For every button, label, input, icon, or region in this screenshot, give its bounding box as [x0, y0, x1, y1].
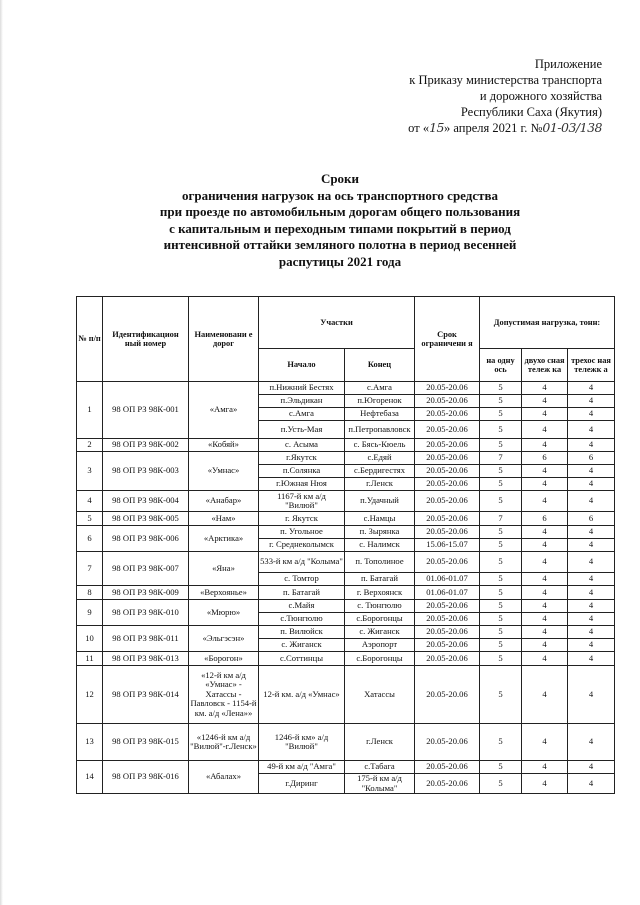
- row-number: 5: [77, 512, 103, 526]
- section-start: г.Южная Нюя: [259, 478, 345, 491]
- section-end: с. Налимск: [345, 539, 415, 552]
- load-single-axle: 5: [480, 478, 522, 491]
- load-triple-bogie: 4: [568, 774, 615, 794]
- road-name: «Мюрю»: [189, 600, 259, 626]
- section-end: п.Югоренок: [345, 395, 415, 408]
- load-double-bogie: 4: [522, 626, 568, 639]
- restriction-term: 20.05-20.06: [415, 600, 480, 613]
- load-double-bogie: 4: [522, 639, 568, 652]
- table-row: [77, 652, 615, 666]
- section-start: 533-й км а/д "Колыма": [259, 552, 345, 573]
- section-start: г.Якутск: [259, 452, 345, 465]
- section-end: с.Бердигестях: [345, 465, 415, 478]
- load-single-axle: 5: [480, 626, 522, 639]
- row-number: 12: [77, 666, 103, 724]
- section-end: с. Жиганск: [345, 626, 415, 639]
- table-row: [77, 526, 615, 539]
- restriction-term: 20.05-20.06: [415, 478, 480, 491]
- load-single-axle: 7: [480, 512, 522, 526]
- section-end: с. Бясь-Кюель: [345, 439, 415, 452]
- section-start: г. Якутск: [259, 512, 345, 526]
- road-name: «Эльгэсэн»: [189, 626, 259, 652]
- road-name: «Анабар»: [189, 491, 259, 512]
- restriction-term: 20.05-20.06: [415, 395, 480, 408]
- appendix-line: Приложение: [534, 57, 602, 71]
- table-row: [77, 666, 615, 724]
- road-name: «Умнас»: [189, 452, 259, 491]
- document-title: [100, 171, 580, 270]
- load-double-bogie: 4: [522, 465, 568, 478]
- appendix-line: Республики Саха (Якутия): [460, 105, 602, 119]
- road-name: «Яна»: [189, 552, 259, 586]
- road-name: «Абалах»: [189, 761, 259, 794]
- header-term: Срок ограничени я: [415, 297, 480, 382]
- load-double-bogie: 4: [522, 408, 568, 421]
- table-row: [77, 724, 615, 761]
- title-line: ограничения нагрузок на ось транспортного средства: [181, 187, 499, 203]
- header-start: Начало: [259, 349, 345, 382]
- restriction-term: 20.05-20.06: [415, 439, 480, 452]
- load-triple-bogie: 4: [568, 600, 615, 613]
- load-single-axle: 5: [480, 613, 522, 626]
- section-end: г.Ленск: [345, 478, 415, 491]
- restriction-term: 20.05-20.06: [415, 626, 480, 639]
- road-id: 98 ОП РЗ 98К-004: [103, 491, 189, 512]
- restriction-term: 20.05-20.06: [415, 552, 480, 573]
- restriction-term: 01.06-01.07: [415, 573, 480, 586]
- appendix-line: и дорожного хозяйства: [479, 89, 602, 103]
- section-start: с. Томтор: [259, 573, 345, 586]
- table-row: [77, 552, 615, 573]
- row-number: 14: [77, 761, 103, 794]
- restriction-term: 20.05-20.06: [415, 774, 480, 794]
- header-end: Конец: [345, 349, 415, 382]
- table-row: [77, 439, 615, 452]
- section-start: с.Амга: [259, 408, 345, 421]
- load-single-axle: 5: [480, 774, 522, 794]
- load-single-axle: 5: [480, 666, 522, 724]
- section-end: п.Петропавловск: [345, 421, 415, 439]
- load-single-axle: 5: [480, 395, 522, 408]
- road-name: «Борогон»: [189, 652, 259, 666]
- section-end: с.Борогонцы: [345, 613, 415, 626]
- restriction-term: 20.05-20.06: [415, 526, 480, 539]
- header-road-name: Наименовани е дорог: [189, 297, 259, 382]
- section-start: с. Жиганск: [259, 639, 345, 652]
- load-triple-bogie: 4: [568, 613, 615, 626]
- section-start: п. Батагай: [259, 586, 345, 600]
- load-triple-bogie: 4: [568, 478, 615, 491]
- load-single-axle: 5: [480, 600, 522, 613]
- road-name: «Амга»: [189, 382, 259, 439]
- header-single-axle: на одну ось: [480, 349, 522, 382]
- load-single-axle: 5: [480, 408, 522, 421]
- row-number: 2: [77, 439, 103, 452]
- restriction-term: 20.05-20.06: [415, 724, 480, 761]
- table-row: [77, 512, 615, 526]
- row-number: 6: [77, 526, 103, 552]
- section-start: п. Вилюйск: [259, 626, 345, 639]
- section-start: 12-й км. а/д «Умнас»: [259, 666, 345, 724]
- header-sections: Участки: [259, 297, 415, 349]
- restriction-term: 20.05-20.06: [415, 465, 480, 478]
- section-start: 1246-й км» а/д "Вилюй": [259, 724, 345, 761]
- title-line: распутицы 2021 года: [278, 253, 402, 269]
- load-triple-bogie: 6: [568, 452, 615, 465]
- section-end: п. Зырянка: [345, 526, 415, 539]
- row-number: 7: [77, 552, 103, 586]
- road-id: 98 ОП РЗ 98К-006: [103, 526, 189, 552]
- section-start: с.Майя: [259, 600, 345, 613]
- load-triple-bogie: 4: [568, 652, 615, 666]
- load-single-axle: 5: [480, 552, 522, 573]
- load-triple-bogie: 4: [568, 395, 615, 408]
- table-row: [77, 382, 615, 395]
- load-double-bogie: 4: [522, 774, 568, 794]
- load-double-bogie: 4: [522, 421, 568, 439]
- load-double-bogie: 4: [522, 573, 568, 586]
- header-load: Допустимая нагрузка, тонн:: [480, 297, 615, 349]
- load-single-axle: 5: [480, 586, 522, 600]
- section-end: Хатассы: [345, 666, 415, 724]
- table-row: [77, 452, 615, 465]
- load-triple-bogie: 4: [568, 421, 615, 439]
- row-number: 11: [77, 652, 103, 666]
- load-double-bogie: 4: [522, 652, 568, 666]
- section-start: п.Солянка: [259, 465, 345, 478]
- load-single-axle: 5: [480, 465, 522, 478]
- load-single-axle: 5: [480, 539, 522, 552]
- restriction-term: 20.05-20.06: [415, 421, 480, 439]
- header-triple-bogie: трехос ная тележк а: [568, 349, 615, 382]
- road-id: 98 ОП РЗ 98К-002: [103, 439, 189, 452]
- restriction-term: 01.06-01.07: [415, 586, 480, 600]
- section-end: 175-й км а/д "Колыма": [345, 774, 415, 794]
- road-name: «1246-й км а/д "Вилюй"-г.Ленск»: [189, 724, 259, 761]
- load-double-bogie: 4: [522, 382, 568, 395]
- load-double-bogie: 6: [522, 452, 568, 465]
- load-double-bogie: 4: [522, 539, 568, 552]
- table-row: [77, 626, 615, 639]
- restriction-term: 20.05-20.06: [415, 652, 480, 666]
- load-triple-bogie: 4: [568, 526, 615, 539]
- load-double-bogie: 4: [522, 552, 568, 573]
- restriction-term: 20.05-20.06: [415, 408, 480, 421]
- row-number: 3: [77, 452, 103, 491]
- section-end: с.Амга: [345, 382, 415, 395]
- section-end: п.Удачный: [345, 491, 415, 512]
- load-single-axle: 5: [480, 421, 522, 439]
- section-start: п.Усть-Мая: [259, 421, 345, 439]
- section-start: г. Среднеколымск: [259, 539, 345, 552]
- load-double-bogie: 4: [522, 761, 568, 774]
- load-double-bogie: 4: [522, 491, 568, 512]
- load-double-bogie: 6: [522, 512, 568, 526]
- load-triple-bogie: 4: [568, 382, 615, 395]
- restriction-term: 20.05-20.06: [415, 761, 480, 774]
- row-number: 9: [77, 600, 103, 626]
- section-end: г. Верхоянск: [345, 586, 415, 600]
- table-header: [77, 297, 615, 382]
- load-double-bogie: 4: [522, 724, 568, 761]
- header-id: Идентификацион ный номер: [103, 297, 189, 382]
- table-row: [77, 491, 615, 512]
- load-double-bogie: 4: [522, 600, 568, 613]
- section-start: с.Соттинцы: [259, 652, 345, 666]
- header-double-bogie: двухо сная тележ ка: [522, 349, 568, 382]
- section-start: п.Эльдикан: [259, 395, 345, 408]
- load-single-axle: 5: [480, 526, 522, 539]
- load-double-bogie: 4: [522, 478, 568, 491]
- load-single-axle: 5: [480, 439, 522, 452]
- road-id: 98 ОП РЗ 98К-003: [103, 452, 189, 491]
- load-triple-bogie: 4: [568, 626, 615, 639]
- row-number: 10: [77, 626, 103, 652]
- section-start: 49-й км а/д "Амга": [259, 761, 345, 774]
- road-id: 98 ОП РЗ 98К-007: [103, 552, 189, 586]
- load-triple-bogie: 6: [568, 512, 615, 526]
- road-name: «Нам»: [189, 512, 259, 526]
- appendix-line: к Приказу министерства транспорта: [409, 73, 602, 87]
- table-body: [77, 382, 615, 794]
- section-start: п. Угольное: [259, 526, 345, 539]
- road-id: 98 ОП РЗ 98К-001: [103, 382, 189, 439]
- restriction-term: 20.05-20.06: [415, 491, 480, 512]
- load-triple-bogie: 4: [568, 724, 615, 761]
- section-end: Нефтебаза: [345, 408, 415, 421]
- road-id: 98 ОП РЗ 98К-015: [103, 724, 189, 761]
- section-end: п. Батагай: [345, 573, 415, 586]
- road-id: 98 ОП РЗ 98К-016: [103, 761, 189, 794]
- load-triple-bogie: 4: [568, 639, 615, 652]
- section-end: с.Борогонцы: [345, 652, 415, 666]
- date-middle: » апреля 2021 г. №: [444, 121, 543, 135]
- load-single-axle: 5: [480, 382, 522, 395]
- appendix-block: [408, 56, 602, 136]
- section-end: с. Тюнгюлю: [345, 600, 415, 613]
- section-start: 1167-й км а/д "Вилюй": [259, 491, 345, 512]
- load-single-axle: 5: [480, 652, 522, 666]
- load-triple-bogie: 4: [568, 539, 615, 552]
- table-row: [77, 761, 615, 774]
- row-number: 1: [77, 382, 103, 439]
- load-single-axle: 5: [480, 573, 522, 586]
- restriction-term: 20.05-20.06: [415, 613, 480, 626]
- restriction-term: 20.05-20.06: [415, 639, 480, 652]
- restriction-term: 20.05-20.06: [415, 512, 480, 526]
- section-end: с.Намцы: [345, 512, 415, 526]
- load-single-axle: 5: [480, 761, 522, 774]
- load-double-bogie: 4: [522, 526, 568, 539]
- row-number: 13: [77, 724, 103, 761]
- road-id: 98 ОП РЗ 98К-009: [103, 586, 189, 600]
- load-single-axle: 5: [480, 639, 522, 652]
- scan-shadow: [0, 0, 3, 905]
- load-single-axle: 5: [480, 724, 522, 761]
- section-end: с.Табага: [345, 761, 415, 774]
- load-double-bogie: 4: [522, 613, 568, 626]
- road-id: 98 ОП РЗ 98К-005: [103, 512, 189, 526]
- row-number: 8: [77, 586, 103, 600]
- date-prefix: от «: [408, 121, 430, 135]
- road-name: «Верхоянье»: [189, 586, 259, 600]
- load-triple-bogie: 4: [568, 586, 615, 600]
- road-id: 98 ОП РЗ 98К-014: [103, 666, 189, 724]
- load-triple-bogie: 4: [568, 491, 615, 512]
- restriction-term: 20.05-20.06: [415, 452, 480, 465]
- load-single-axle: 5: [480, 491, 522, 512]
- load-triple-bogie: 4: [568, 761, 615, 774]
- load-triple-bogie: 4: [568, 552, 615, 573]
- road-name: «Кобяй»: [189, 439, 259, 452]
- road-id: 98 ОП РЗ 98К-011: [103, 626, 189, 652]
- section-start: г.Диринг: [259, 774, 345, 794]
- load-single-axle: 7: [480, 452, 522, 465]
- section-start: с. Асыма: [259, 439, 345, 452]
- section-end: Аэропорт: [345, 639, 415, 652]
- table-row: [77, 600, 615, 613]
- header-num: № п/п: [77, 297, 103, 382]
- road-id: 98 ОП РЗ 98К-010: [103, 600, 189, 626]
- road-id: 98 ОП РЗ 98К-013: [103, 652, 189, 666]
- load-double-bogie: 4: [522, 586, 568, 600]
- load-double-bogie: 4: [522, 395, 568, 408]
- road-name: «Арктика»: [189, 526, 259, 552]
- section-start: п.Нижний Бестях: [259, 382, 345, 395]
- road-name: «12-й км а/д «Умнас» - Хатассы - Павловск - 1154-й км. а/д «Лена»»: [189, 666, 259, 724]
- load-triple-bogie: 4: [568, 573, 615, 586]
- title-line: Сроки: [320, 171, 360, 186]
- section-end: п. Тополиное: [345, 552, 415, 573]
- restrictions-table: [76, 296, 615, 794]
- title-line: интенсивной оттайки земляного полотна в период весенней: [163, 237, 517, 252]
- restriction-term: 20.05-20.06: [415, 666, 480, 724]
- load-triple-bogie: 4: [568, 439, 615, 452]
- section-start: с.Тюнгюлю: [259, 613, 345, 626]
- section-end: г.Ленск: [345, 724, 415, 761]
- load-triple-bogie: 4: [568, 465, 615, 478]
- order-day: 15: [429, 120, 444, 135]
- title-line: при проезде по автомобильным дорогам общего пользования: [159, 204, 521, 219]
- load-double-bogie: 4: [522, 666, 568, 724]
- load-triple-bogie: 4: [568, 408, 615, 421]
- restriction-term: 15.06-15.07: [415, 539, 480, 552]
- row-number: 4: [77, 491, 103, 512]
- table-row: [77, 586, 615, 600]
- load-triple-bogie: 4: [568, 666, 615, 724]
- section-end: с.Едяй: [345, 452, 415, 465]
- order-date-line: [408, 120, 602, 136]
- restriction-term: 20.05-20.06: [415, 382, 480, 395]
- load-double-bogie: 4: [522, 439, 568, 452]
- title-line: с капитальным и переходным типами покрытий в период: [169, 220, 511, 236]
- order-number: 01-03/138: [542, 120, 602, 135]
